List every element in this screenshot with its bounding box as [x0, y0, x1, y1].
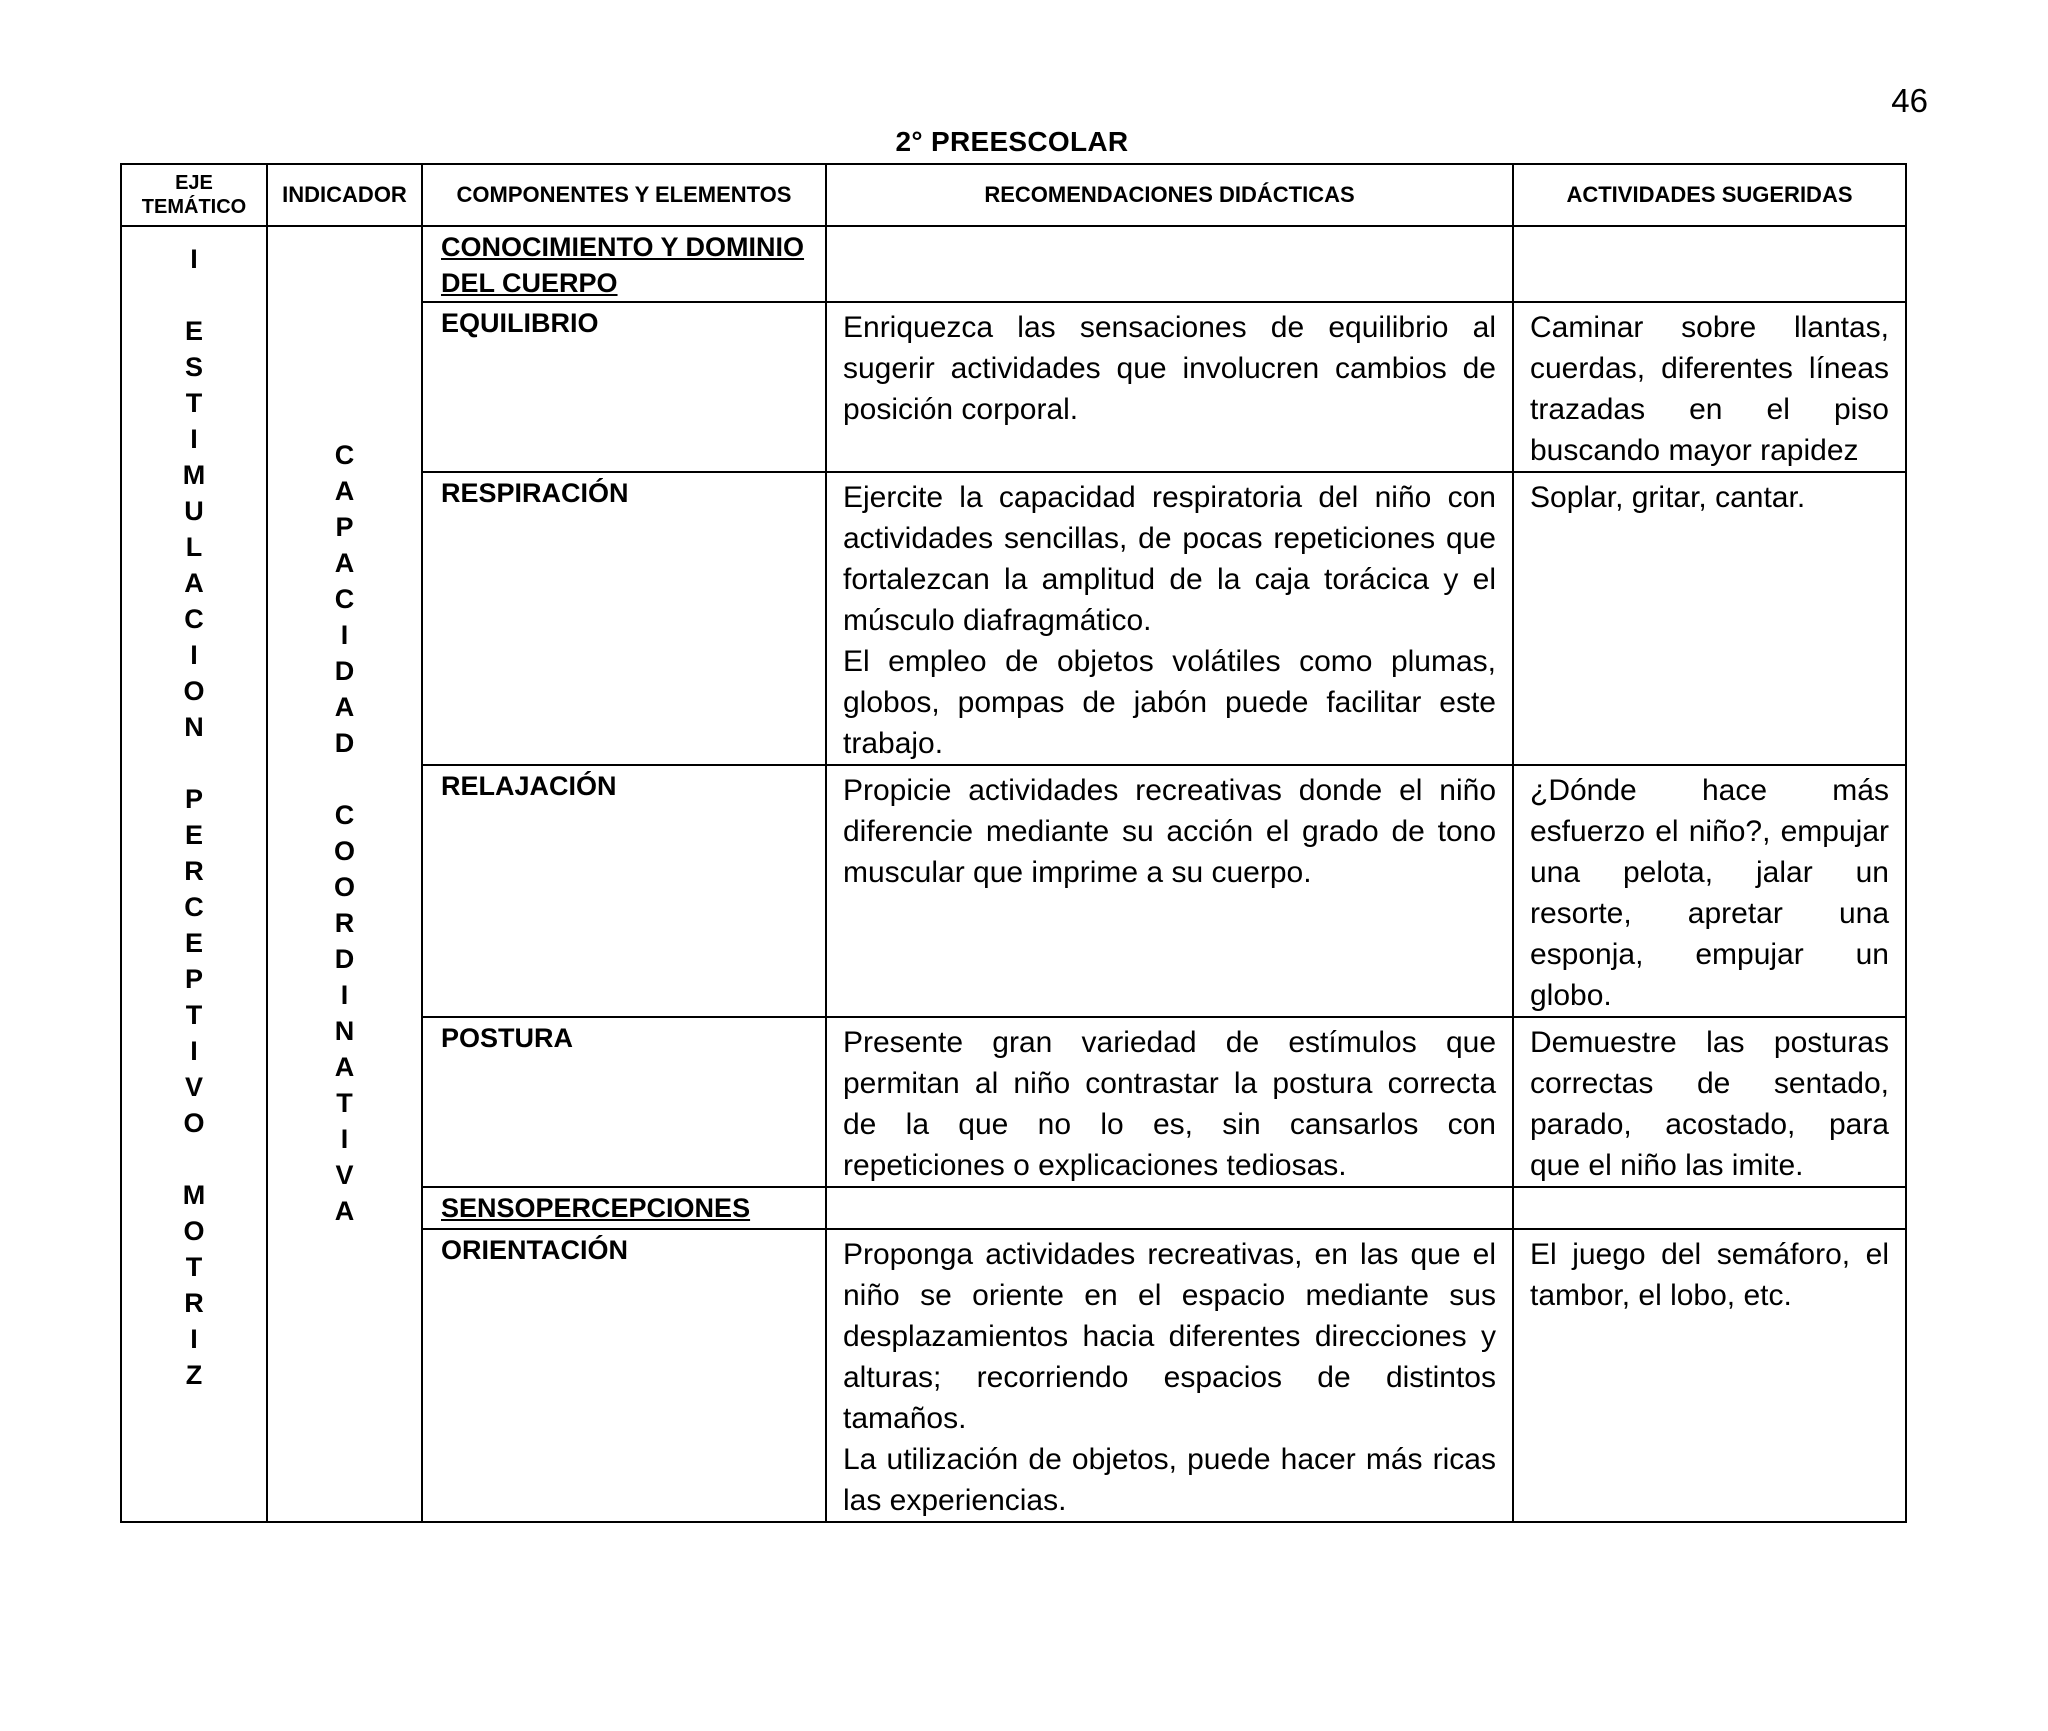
eje-tematico-vertical-text — [122, 227, 266, 1535]
eje-letter: I — [190, 424, 198, 454]
indicador-letter: A — [334, 1052, 355, 1082]
indicador-letter: I — [340, 1124, 349, 1154]
eje-letter: V — [184, 1072, 203, 1102]
table-row — [121, 226, 1906, 302]
eje-letter: O — [183, 1108, 205, 1138]
eje-letter: R — [184, 1288, 204, 1318]
indicador-letter: N — [334, 1016, 355, 1046]
eje-letter: S — [184, 352, 203, 382]
indicador-letter: A — [334, 1196, 355, 1226]
component-cell — [422, 472, 826, 765]
indicador-letter: A — [334, 692, 355, 722]
eje-letter: P — [184, 964, 203, 994]
activity-text: ¿Dónde hace más esfuerzo el niño?, empujar una pelota, jalar un resorte, apretar una esponja, empujar un globo. — [1530, 774, 1889, 1012]
recommendation-cell — [826, 472, 1513, 765]
page-number: 46 — [1891, 82, 1928, 119]
indicador-letter: I — [340, 620, 349, 650]
indicador-letter: O — [333, 872, 355, 902]
indicador-letter: T — [336, 1088, 353, 1118]
eje-letter: T — [185, 1000, 203, 1030]
eje-letter: R — [184, 856, 204, 886]
indicador-letter: C — [334, 440, 355, 470]
indicador-letter: A — [334, 548, 355, 578]
component-name: POSTURA — [441, 1023, 574, 1053]
component-section-title: CONOCIMIENTO Y DOMINIO DEL CUERPO — [441, 232, 805, 298]
activity-cell — [1513, 226, 1906, 302]
recommendation-text: Propicie actividades recreativas donde el niño diferencie mediante su acción el grado de tono muscular que imprime a su cuerpo. — [843, 774, 1496, 889]
eje-tematico-cell — [121, 226, 267, 1522]
eje-letter: C — [184, 892, 204, 922]
eje-letter: E — [184, 820, 203, 850]
eje-letter: I — [190, 1036, 198, 1066]
indicador-vertical-text — [268, 227, 421, 1731]
indicador-letter: O — [333, 836, 355, 866]
activity-cell — [1513, 302, 1906, 472]
indicador-cell — [267, 226, 422, 1522]
recommendation-text: Ejercite la capacidad respiratoria del niño con actividades sencillas, de pocas repeticiones que fortalezcan la amplitud de la caja torácica y el músculo diafragmático. — [843, 481, 1496, 637]
component-section-title: SENSOPERCEPCIONES — [441, 1193, 751, 1223]
header-row — [121, 164, 1906, 226]
recommendation-cell — [826, 226, 1513, 302]
activity-text: Caminar sobre llantas, cuerdas, diferentes líneas trazadas en el piso buscando mayor rapidez — [1530, 311, 1889, 467]
recommendation-cell — [826, 1017, 1513, 1187]
indicador-letter: R — [334, 908, 355, 938]
recommendation-cell — [826, 1229, 1513, 1522]
eje-letter: M — [182, 1180, 206, 1210]
indicador-letter: P — [335, 512, 354, 542]
eje-letter: N — [184, 712, 204, 742]
indicador-letter: D — [334, 944, 355, 974]
activity-text: El juego del semáforo, el tambor, el lobo, etc. — [1530, 1238, 1889, 1312]
eje-letter: I — [190, 244, 198, 274]
eje-letter: O — [183, 676, 205, 706]
eje-letter: C — [184, 604, 204, 634]
eje-letter: T — [185, 1252, 203, 1282]
header-eje-tematico — [121, 164, 267, 226]
eje-letter: I — [190, 1324, 198, 1354]
activity-cell — [1513, 1017, 1906, 1187]
header-indicador: INDICADOR — [267, 164, 422, 226]
component-name: RESPIRACIÓN — [441, 478, 629, 508]
activity-text — [1514, 1188, 1905, 1192]
header-eje-line1: EJE — [175, 172, 213, 194]
page-title: 2° PREESCOLAR — [895, 126, 1129, 157]
eje-letter: L — [185, 532, 203, 562]
activity-cell — [1513, 1229, 1906, 1522]
recommendation-text: Proponga actividades recreativas, en las que el niño se oriente en el espacio mediante sus desplazamientos hacia diferentes direcciones y alturas; recorriendo espacios de distintos tamaños. — [843, 1238, 1496, 1435]
indicador-letter: D — [334, 656, 355, 686]
recommendation-text: Presente gran variedad de estímulos que permitan al niño contrastar la postura correcta de la que no lo es, sin cansarlos con repeticiones o explicaciones tediosas. — [843, 1026, 1496, 1182]
recommendation-text: La utilización de objetos, puede hacer más ricas las experiencias. — [843, 1443, 1496, 1517]
recommendation-text: Enriquezca las sensaciones de equilibrio al sugerir actividades que involucren cambios de posición corporal. — [843, 311, 1496, 426]
activity-cell — [1513, 765, 1906, 1017]
component-cell — [422, 1017, 826, 1187]
recommendation-cell — [826, 765, 1513, 1017]
recommendation-text: El empleo de objetos volátiles como plumas, globos, pompas de jabón puede facilitar este trabajo. — [843, 645, 1496, 760]
eje-letter: P — [184, 784, 203, 814]
eje-letter: Z — [185, 1360, 203, 1390]
activity-cell — [1513, 472, 1906, 765]
component-name: RELAJACIÓN — [441, 771, 617, 801]
eje-letter: E — [184, 928, 203, 958]
activity-text: Soplar, gritar, cantar. — [1530, 481, 1806, 514]
component-cell — [422, 765, 826, 1017]
indicador-letter: V — [335, 1160, 354, 1190]
activity-text: Demuestre las posturas correctas de sentado, parado, acostado, para que el niño las imite. — [1530, 1026, 1889, 1182]
eje-letter: U — [184, 496, 204, 526]
activity-text — [1514, 227, 1905, 231]
indicador-letter: A — [334, 476, 355, 506]
header-componentes: COMPONENTES Y ELEMENTOS — [422, 164, 826, 226]
component-name: EQUILIBRIO — [441, 308, 599, 338]
activity-cell — [1513, 1187, 1906, 1229]
component-cell — [422, 1229, 826, 1522]
header-actividades: ACTIVIDADES SUGERIDAS — [1513, 164, 1906, 226]
eje-letter: M — [182, 460, 206, 490]
header-recomendaciones: RECOMENDACIONES DIDÁCTICAS — [826, 164, 1513, 226]
eje-letter: I — [190, 640, 198, 670]
eje-letter: O — [183, 1216, 205, 1246]
component-cell — [422, 302, 826, 472]
component-name: ORIENTACIÓN — [441, 1235, 628, 1265]
indicador-letter: I — [340, 980, 349, 1010]
header-eje-line2: TEMÁTICO — [141, 196, 247, 218]
indicador-letter: C — [334, 800, 355, 830]
eje-letter: A — [184, 568, 204, 598]
component-section-cell — [422, 226, 826, 302]
recommendation-cell — [826, 1187, 1513, 1229]
indicador-letter: D — [334, 728, 355, 758]
recommendation-cell — [826, 302, 1513, 472]
curriculum-table — [120, 163, 1907, 1523]
component-section-cell — [422, 1187, 826, 1229]
indicador-letter: C — [334, 584, 355, 614]
eje-letter: E — [184, 316, 203, 346]
eje-letter: T — [185, 388, 203, 418]
